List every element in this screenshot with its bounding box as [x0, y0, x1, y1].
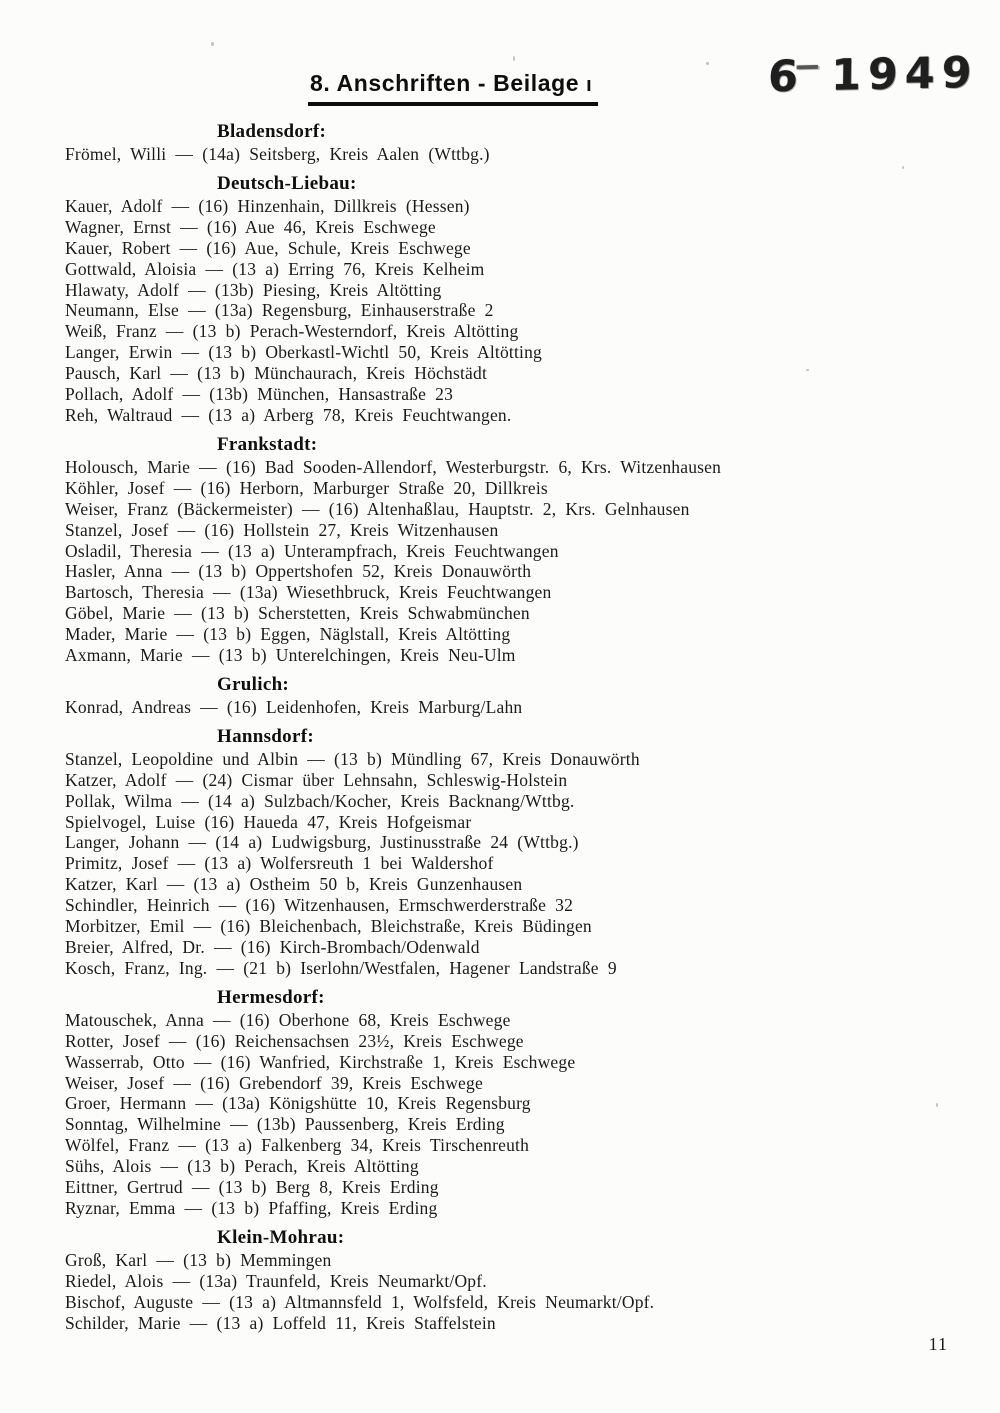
address-section [65, 434, 975, 666]
address-entry: Holousch, Marie — (16) Bad Sooden-Allendorf, Westerburgstr. 6, Krs. Witzenhausen [65, 456, 722, 477]
address-entry: Langer, Erwin — (13 b) Oberkastl-Wichtl 50, Kreis Altötting [65, 342, 542, 363]
address-entry: Riedel, Alois — (13a) Traunfeld, Kreis Neumarkt/Opf. [65, 1270, 487, 1291]
stamp-year: 1949 [830, 47, 979, 101]
address-entry: Kauer, Robert — (16) Aue, Schule, Kreis Eschwege [65, 237, 471, 258]
address-section [65, 987, 975, 1219]
address-entry: Wölfel, Franz — (13 a) Falkenberg 34, Kreis Tirschenreuth [65, 1135, 530, 1156]
address-entry: Stanzel, Leopoldine und Albin — (13 b) Mündling 67, Kreis Donauwörth [65, 748, 640, 769]
address-entry: Weiß, Franz — (13 b) Perach-Westerndorf, Kreis Altötting [65, 321, 519, 342]
address-entry: Göbel, Marie — (13 b) Scherstetten, Kreis Schwabmünchen [65, 603, 530, 624]
scan-speck [211, 42, 214, 46]
section-header: Hannsdorf: [217, 725, 314, 747]
address-entry: Weiser, Franz (Bäckermeister) — (16) Altenhaßlau, Hauptstr. 2, Krs. Gelnhausen [65, 498, 690, 519]
scan-speck [936, 1103, 938, 1107]
stamp-dash-mark: – [793, 48, 822, 84]
address-entry: Matouschek, Anna — (16) Oberhone 68, Kreis Eschwege [65, 1009, 511, 1030]
address-entry: Pollak, Wilma — (14 a) Sulzbach/Kocher, Kreis Backnang/Wttbg. [65, 790, 575, 811]
section-header: Deutsch-Liebau: [217, 172, 357, 194]
address-entry: Sühs, Alois — (13 b) Perach, Kreis Altötting [65, 1156, 419, 1177]
section-header: Klein-Mohrau: [217, 1226, 345, 1248]
address-entry: Hlawaty, Adolf — (13b) Piesing, Kreis Altötting [65, 279, 442, 300]
address-entry: Gottwald, Aloisia — (13 a) Erring 76, Kreis Kelheim [65, 258, 485, 279]
address-entry: Weiser, Josef — (16) Grebendorf 39, Kreis Eschwege [65, 1072, 483, 1093]
address-entry: Rotter, Josef — (16) Reichensachsen 23½, Kreis Eschwege [65, 1030, 524, 1051]
address-entry: Pollach, Adolf — (13b) München, Hansastraße 23 [65, 384, 454, 405]
address-entry: Eittner, Gertrud — (13 b) Berg 8, Kreis Erding [65, 1177, 439, 1198]
address-entry: Schilder, Marie — (13 a) Loffeld 11, Kreis Staffelstein [65, 1312, 496, 1333]
scan-speck [902, 166, 904, 169]
scan-speck [806, 369, 809, 371]
address-entry: Groß, Karl — (13 b) Memmingen [65, 1249, 332, 1270]
page-header [308, 70, 598, 106]
address-entry: Katzer, Karl — (13 a) Ostheim 50 b, Kreis Gunzenhausen [65, 874, 523, 895]
address-entry: Bischof, Auguste — (13 a) Altmannsfeld 1, Wolfsfeld, Kreis Neumarkt/Opf. [65, 1291, 655, 1312]
address-entry: Pausch, Karl — (13 b) Münchaurach, Kreis Höchstädt [65, 363, 488, 384]
address-entry: Bartosch, Theresia — (13a) Wiesethbruck, Kreis Feuchtwangen [65, 582, 552, 603]
address-entry: Langer, Johann — (14 a) Ludwigsburg, Justinusstraße 24 (Wttbg.) [65, 832, 579, 853]
address-list [65, 113, 975, 1334]
address-entry: Kosch, Franz, Ing. — (21 b) Iserlohn/Westfalen, Hagener Landstraße 9 [65, 957, 617, 978]
address-entry: Konrad, Andreas — (16) Leidenhofen, Kreis Marburg/Lahn [65, 696, 523, 717]
address-entry: Groer, Hermann — (13a) Königshütte 10, Kreis Regensburg [65, 1093, 531, 1114]
section-header: Grulich: [217, 673, 290, 695]
address-section [65, 674, 975, 718]
section-header: Frankstadt: [217, 433, 318, 455]
title-trailing-mark: ı [586, 74, 593, 96]
address-section [65, 121, 975, 165]
stamp-issue-number: 6 [767, 51, 799, 103]
address-entry: Kauer, Adolf — (16) Hinzenhain, Dillkreis (Hessen) [65, 195, 470, 216]
address-entry: Axmann, Marie — (13 b) Unterelchingen, Kreis Neu-Ulm [65, 645, 516, 666]
address-entry: Hasler, Anna — (13 b) Oppertshofen 52, Kreis Donauwörth [65, 561, 532, 582]
page-title [308, 70, 598, 106]
page-title-text: 8. Anschriften - Beilage [310, 70, 580, 96]
page-number: 11 [928, 1334, 948, 1354]
address-section [65, 1227, 975, 1334]
date-stamp [767, 48, 979, 102]
section-header: Bladensdorf: [217, 121, 327, 142]
address-entry: Breier, Alfred, Dr. — (16) Kirch-Brombach/Odenwald [65, 937, 480, 957]
address-entry: Ryznar, Emma — (13 b) Pfaffing, Kreis Erding [65, 1197, 438, 1218]
address-entry: Katzer, Adolf — (24) Cismar über Lehnsahn, Schleswig-Holstein [65, 769, 568, 790]
address-entry: Reh, Waltraud — (13 a) Arberg 78, Kreis Feuchtwangen. [65, 404, 512, 425]
address-entry: Osladil, Theresia — (13 a) Unterampfrach, Kreis Feuchtwangen [65, 540, 559, 561]
address-entry: Wasserrab, Otto — (16) Wanfried, Kirchstraße 1, Kreis Eschwege [65, 1051, 576, 1072]
scan-speck [706, 62, 709, 65]
address-entry: Stanzel, Josef — (16) Hollstein 27, Kreis Witzenhausen [65, 519, 499, 540]
address-entry: Primitz, Josef — (13 a) Wolfersreuth 1 bei Waldershof [65, 853, 494, 874]
address-section [65, 726, 975, 979]
address-entry: Köhler, Josef — (16) Herborn, Marburger Straße 20, Dillkreis [65, 477, 548, 498]
address-entry: Sonntag, Wilhelmine — (13b) Paussenberg, Kreis Erding [65, 1114, 505, 1135]
address-entry: Wagner, Ernst — (16) Aue 46, Kreis Eschwege [65, 216, 436, 237]
address-entry: Neumann, Else — (13a) Regensburg, Einhauserstraße 2 [65, 300, 494, 321]
scan-speck [513, 56, 515, 61]
section-header: Hermesdorf: [217, 986, 325, 1008]
address-entry: Mader, Marie — (13 b) Eggen, Näglstall, Kreis Altötting [65, 624, 511, 645]
address-entry: Spielvogel, Luise (16) Haueda 47, Kreis Hofgeismar [65, 811, 472, 832]
address-entry: Schindler, Heinrich — (16) Witzenhausen, Ermschwerderstraße 32 [65, 895, 574, 916]
address-section [65, 173, 975, 426]
address-entry: Morbitzer, Emil — (16) Bleichenbach, Bleichstraße, Kreis Büdingen [65, 916, 592, 937]
address-entry: Frömel, Willi — (14a) Seitsberg, Kreis Aalen (Wttbg.) [65, 144, 490, 164]
